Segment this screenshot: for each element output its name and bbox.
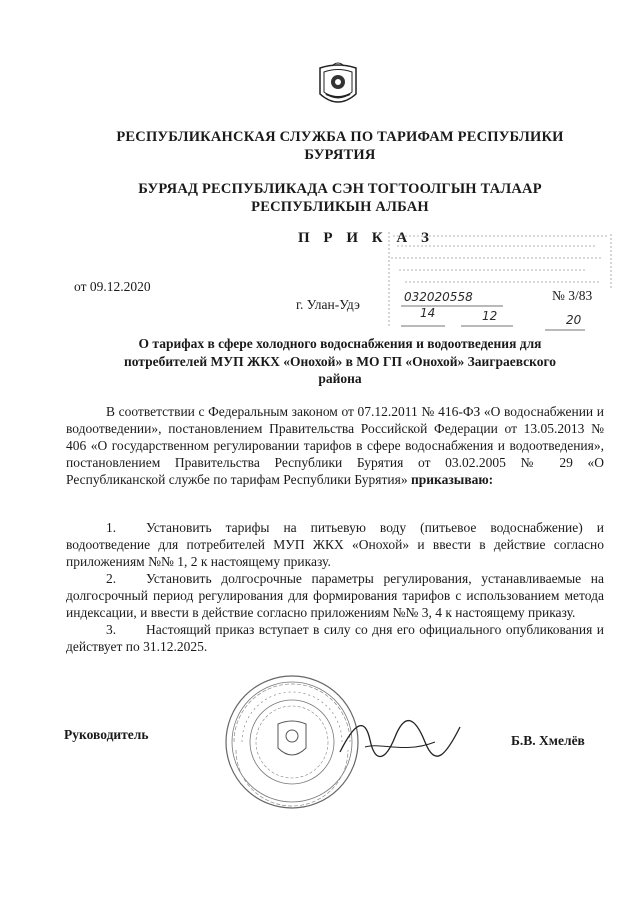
order-title: П Р И К А З <box>298 230 434 246</box>
registration-month: 12 <box>482 309 498 323</box>
order-item <box>66 570 604 621</box>
order-item-number: 3. <box>106 622 117 637</box>
order-number: № 3/83 <box>552 288 593 303</box>
order-date: от 09.12.2020 <box>74 279 151 294</box>
order-item-text: Установить тарифы на питьевую воду (питьевое водоснабжение) и водоотведение для потребителей МУП ЖКХ «Онохой» и ввести в действие согласно приложениям №№ 1, 2 к настоящему приказу. <box>66 520 604 569</box>
preamble-paragraph <box>66 403 604 488</box>
document-title-line3: района <box>318 371 362 386</box>
document-title-line2: потребителей МУП ЖКХ «Онохой» в МО ГП «Онохой» Заиграевского <box>123 353 557 369</box>
agency-title-bur <box>60 180 620 216</box>
registration-day: 14 <box>420 306 436 320</box>
agency-title-ru <box>60 128 620 164</box>
order-items <box>66 519 604 655</box>
order-item-text: Настоящий приказ вступает в силу со дня его официального опубликования и действует по 31.12.2025. <box>66 622 604 654</box>
document-title <box>90 335 590 388</box>
agency-title-bur-line1: БУРЯАД РЕСПУБЛИКАДА СЭН ТОГТООЛГЫН ТАЛААР <box>138 181 542 197</box>
order-item-number: 2. <box>106 571 117 586</box>
order-item <box>66 519 604 570</box>
document-title-line1: О тарифах в сфере холодного водоснабжения и водоотведения для <box>138 336 542 351</box>
handwritten-signature <box>335 712 465 767</box>
registration-year: 20 <box>566 313 582 327</box>
order-city: г. Улан-Удэ <box>296 297 360 312</box>
registration-number: 032020558 <box>404 290 473 304</box>
order-item-number: 1. <box>106 520 117 535</box>
preamble-order-word: приказываю: <box>410 472 494 487</box>
agency-title-bur-line2: РЕСПУБЛИКЫН АЛБАН <box>251 199 429 215</box>
agency-title-ru-line1: РЕСПУБЛИКАНСКАЯ СЛУЖБА ПО ТАРИФАМ РЕСПУБЛИКИ <box>116 129 564 145</box>
signatory-role: Руководитель <box>64 727 149 742</box>
order-item-text: Установить долгосрочные параметры регулирования, устанавливаемые на долгосрочный период регулирования для формирования тарифов с использованием метода индексации, и ввести в действие согласно приложениям №№ 3, 4 к настоящему приказу. <box>66 571 604 620</box>
emblem-icon <box>314 60 362 112</box>
agency-title-ru-line2: БУРЯТИЯ <box>304 147 376 163</box>
order-item <box>66 621 604 655</box>
signatory-name: Б.В. Хмелёв <box>511 733 585 748</box>
preamble-text: В соответствии с Федеральным законом от 07.12.2011 № 416-ФЗ «О водоснабжении и водоотведении», постановлением Правительства Российской Федерации от 13.05.2013 № 406 «О государственном регулировании тарифов в сфере водоснабжения и водоотведения», постановлением Правительства Республики Бурятия от 03.02.2005 № 29 «О Республиканской службе по тарифам Республики Бурятия» <box>66 404 604 487</box>
